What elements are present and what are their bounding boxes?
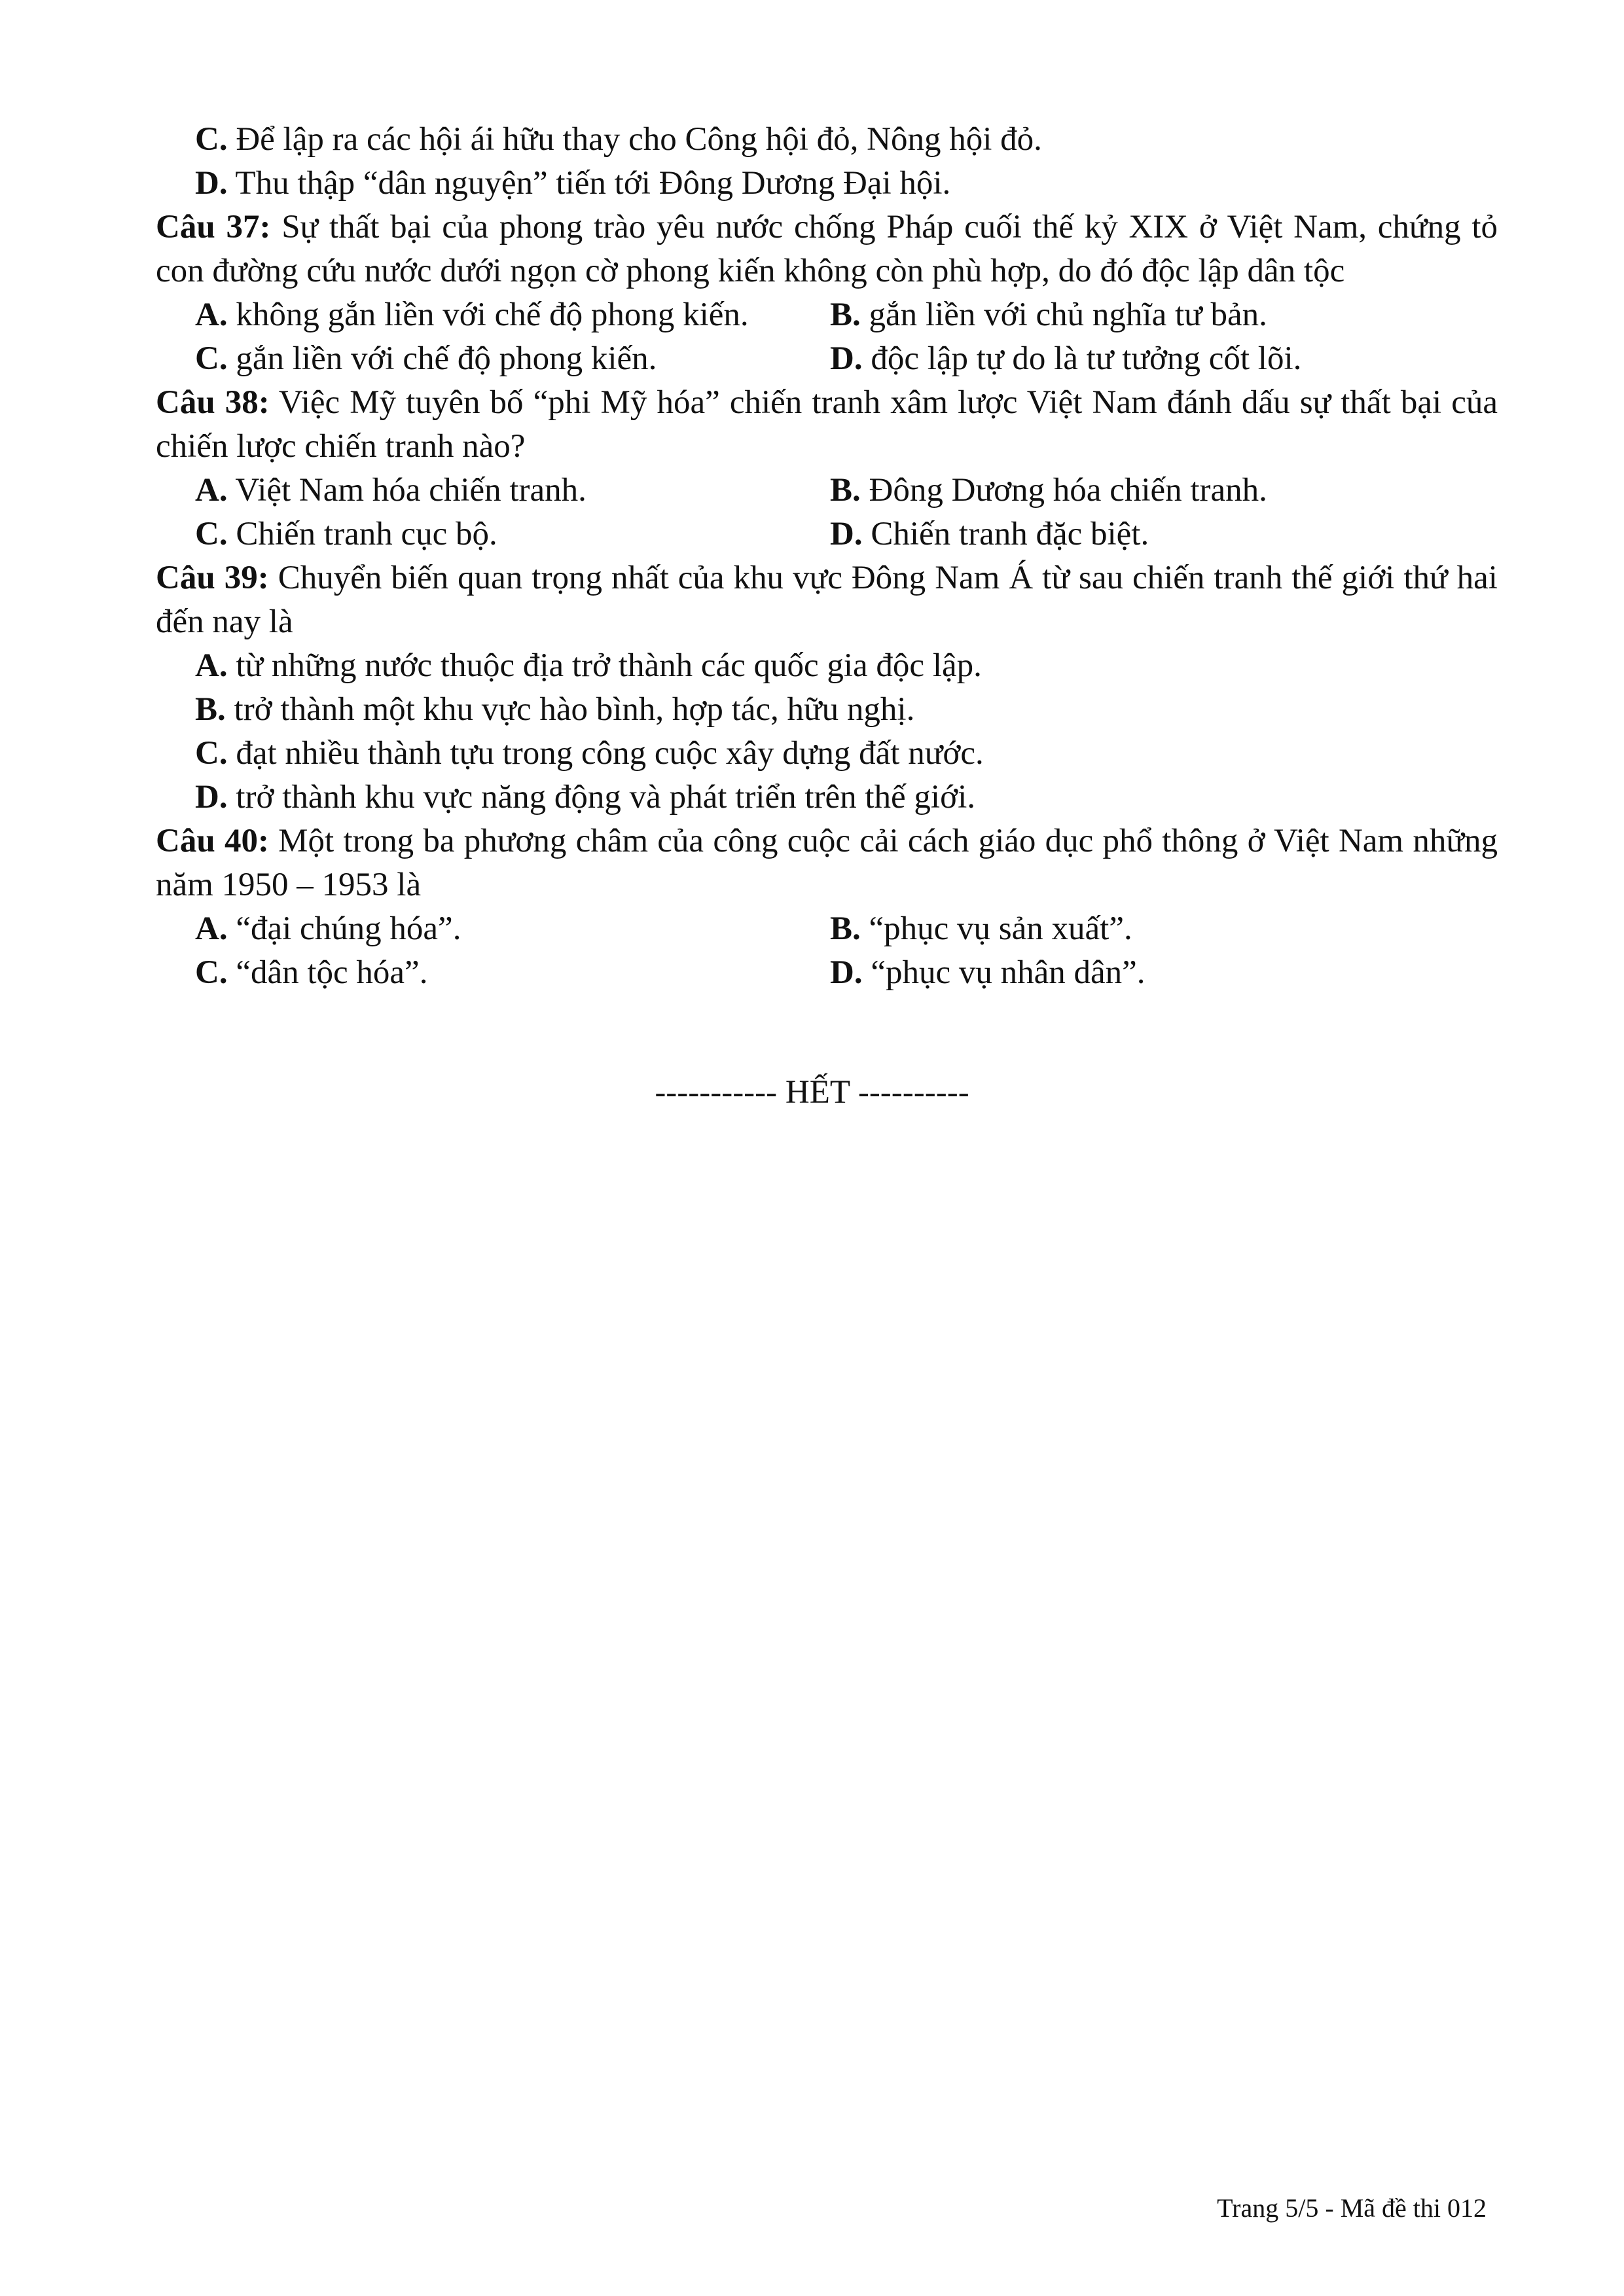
end-marker: ----------- HẾT ---------- [655,1074,969,1111]
option-c-carryover: C. Để lập ra các hội ái hữu thay cho Công hội đỏ, Nông hội đỏ. [195,121,1042,158]
question-text: Sự thất bại của phong trào yêu nước chống Pháp cuối thế kỷ XIX ở Việt Nam, chứng tỏ con đường cứu nước dưới ngọn cờ phong kiến không còn phù hợp, do đó độc lập dân tộc [156,209,1498,289]
question-label: Câu 38: [156,384,270,421]
question-38 [156,381,1498,469]
question-37 [156,206,1498,293]
question-40 [156,819,1498,907]
options-row [156,512,1498,556]
question-label: Câu 39: [156,560,269,596]
question-text: Việc Mỹ tuyên bố “phi Mỹ hóa” chiến tranh xâm lược Việt Nam đánh dấu sự thất bại của chiến lược chiến tranh nào? [156,384,1498,465]
option-c: C. “dân tộc hóa”. [195,954,428,991]
option-d: D. Chiến tranh đặc biệt. [830,516,1149,552]
question-label: Câu 37: [156,209,271,245]
options-row [156,907,1498,951]
option-d: D. “phục vụ nhân dân”. [830,954,1146,991]
option-d: D. trở thành khu vực năng động và phát triển trên thế giới. [195,779,975,816]
option-b: B. trở thành một khu vực hào bình, hợp tác, hữu nghị. [195,691,915,728]
question-text: Một trong ba phương châm của công cuộc cải cách giáo dục phổ thông ở Việt Nam những năm 1950 – 1953 là [156,823,1498,903]
option-d: D. độc lập tự do là tư tưởng cốt lõi. [830,340,1302,377]
option-d-carryover: D. Thu thập “dân nguyện” tiến tới Đông Dương Đại hội. [195,165,951,202]
option-a: A. “đại chúng hóa”. [195,910,461,947]
exam-content [156,118,1498,995]
options-row [156,337,1498,381]
option-c: C. Chiến tranh cục bộ. [195,516,497,552]
question-label: Câu 40: [156,823,269,859]
option-a: A. Việt Nam hóa chiến tranh. [195,472,586,509]
option-c: C. đạt nhiều thành tựu trong công cuộc xây dựng đất nước. [195,735,984,772]
options-row [156,293,1498,337]
option-b: B. “phục vụ sản xuất”. [830,910,1132,947]
options-row [156,951,1498,995]
option-c: C. gắn liền với chế độ phong kiến. [195,340,657,377]
question-39 [156,556,1498,644]
options-row [156,469,1498,512]
option-a: A. từ những nước thuộc địa trở thành các quốc gia độc lập. [195,647,982,684]
question-text: Chuyển biến quan trọng nhất của khu vực Đông Nam Á từ sau chiến tranh thế giới thứ hai đến nay là [156,560,1498,640]
option-b: B. gắn liền với chủ nghĩa tư bản. [830,296,1267,333]
option-b: B. Đông Dương hóa chiến tranh. [830,472,1267,509]
page-footer: Trang 5/5 - Mã đề thi 012 [1217,2193,1487,2223]
option-a: A. không gắn liền với chế độ phong kiến. [195,296,749,333]
